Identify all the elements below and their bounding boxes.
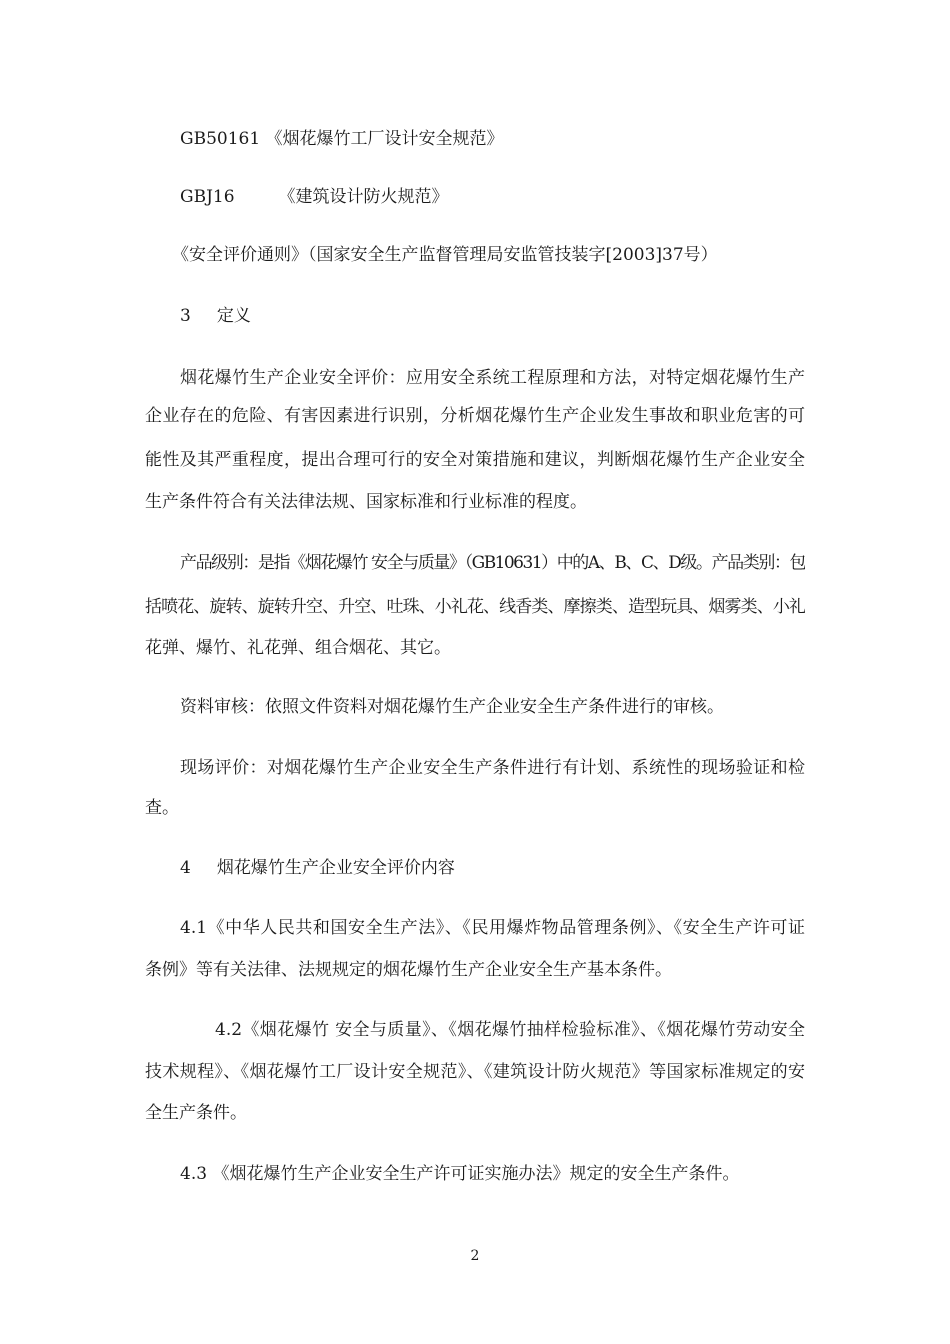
reference-code: GBJ16	[180, 187, 235, 207]
definition-product-level-line-2: 括喷花、旋转、旋转升空、升空、吐珠、小礼花、线香类、摩擦类、造型玩具、烟雾类、小礼	[145, 597, 805, 617]
page-number: 2	[470, 1248, 480, 1264]
definition-product-level-line-1: 产品级别：是指《烟花爆竹 安全与质量》（GB10631）中的A、B、C、D级。产品类别：包	[180, 553, 805, 573]
reference-title: 《烟花爆竹工厂设计安全规范》	[265, 129, 504, 149]
clause-4-2-line-2: 技术规程》、《烟花爆竹工厂设计安全规范》、《建筑设计防火规范》等国家标准规定的安	[145, 1062, 805, 1082]
heading-number: 4	[180, 858, 191, 878]
heading-text: 烟花爆竹生产企业安全评价内容	[216, 858, 455, 878]
reference-gb50161	[180, 128, 504, 150]
definition-safety-evaluation-line-2: 企业存在的危险、有害因素进行识别，分析烟花爆竹生产企业发生事故和职业危害的可	[145, 406, 805, 426]
section-4-heading	[180, 857, 455, 879]
clause-4-2-line-3: 全生产条件。	[145, 1103, 247, 1123]
definition-safety-evaluation-line-4: 生产条件符合有关法律法规、国家标准和行业标准的程度。	[145, 492, 587, 512]
clause-4-1-line-1: 4.1《中华人民共和国安全生产法》、《民用爆炸物品管理条例》、《安全生产许可证	[180, 918, 805, 938]
definition-safety-evaluation-line-3: 能性及其严重程度，提出合理可行的安全对策措施和建议，判断烟花爆竹生产企业安全	[145, 450, 805, 470]
clause-4-2-line-1: 4.2《烟花爆竹 安全与质量》、《烟花爆竹抽样检验标准》、《烟花爆竹劳动安全	[215, 1020, 805, 1040]
definition-product-level-line-3: 花弹、爆竹、礼花弹、组合烟花、其它。	[145, 638, 451, 658]
reference-title: 《安全评价通则》（国家安全生产监督管理局安监管技装字[2003]37号）	[172, 245, 718, 265]
definition-document-review: 资料审核：依照文件资料对烟花爆竹生产企业安全生产条件进行的审核。	[180, 697, 724, 717]
definition-site-evaluation-line-1: 现场评价：对烟花爆竹生产企业安全生产条件进行有计划、系统性的现场验证和检	[180, 758, 805, 778]
reference-safety-evaluation	[172, 244, 718, 266]
reference-code: GB50161	[180, 129, 261, 149]
section-3-heading	[180, 305, 251, 327]
heading-text: 定义	[216, 306, 251, 326]
heading-number: 3	[180, 306, 191, 326]
clause-4-3: 4.3 《烟花爆竹生产企业安全生产许可证实施办法》规定的安全生产条件。	[180, 1164, 740, 1184]
definition-safety-evaluation-line-1: 烟花爆竹生产企业安全评价：应用安全系统工程原理和方法，对特定烟花爆竹生产	[180, 368, 805, 388]
definition-site-evaluation-line-2: 查。	[145, 798, 179, 818]
reference-gbj16	[180, 186, 449, 208]
reference-title: 《建筑设计防火规范》	[278, 187, 449, 207]
clause-4-1-line-2: 条例》等有关法律、法规规定的烟花爆竹生产企业安全生产基本条件。	[145, 960, 672, 980]
